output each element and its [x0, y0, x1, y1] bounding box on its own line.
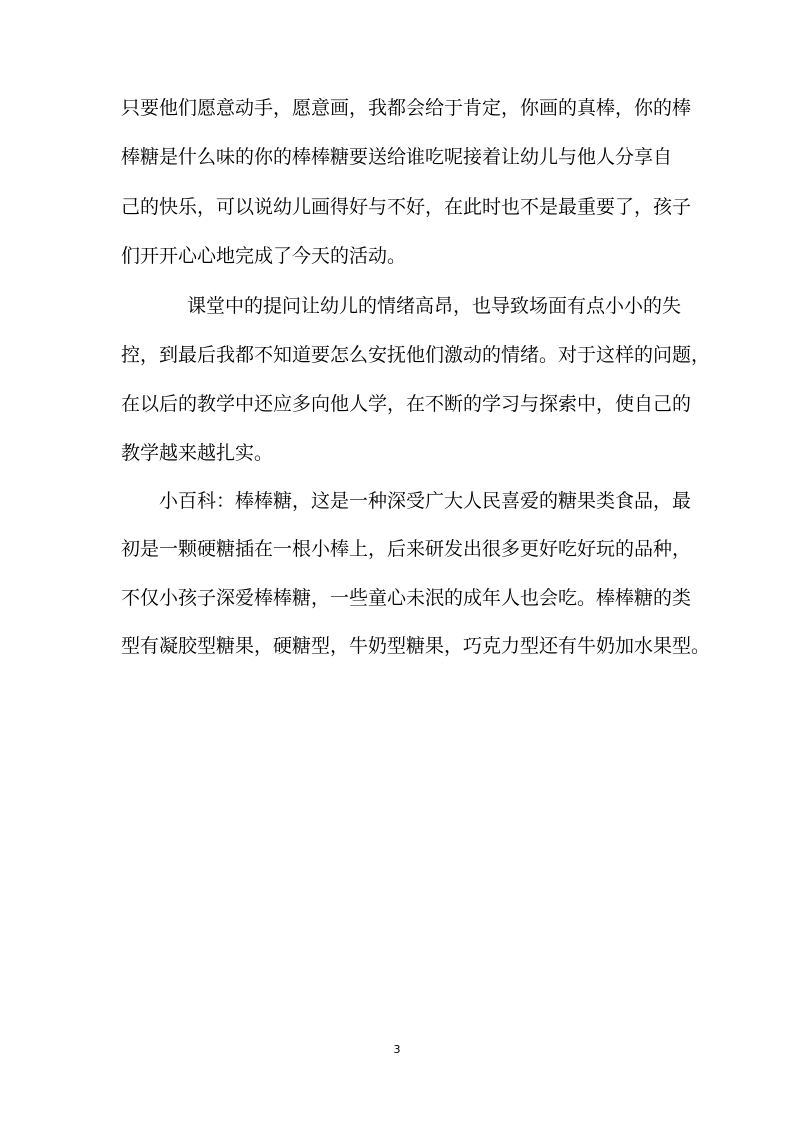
- text-line: 们开开心心地完成了今天的活动。: [121, 245, 407, 267]
- text-line: 教学越来越扎实。: [121, 442, 274, 464]
- text-line: 在以后的教学中还应多向他人学，在不断的学习与探索中，使自己的: [121, 393, 692, 415]
- text-line: 小百科：棒棒糖，这是一种深受广大人民喜爱的糖果类食品，最: [159, 490, 692, 512]
- text-line: 型有凝胶型糖果，硬糖型，牛奶型糖果，巧克力型还有牛奶加水果型。: [121, 635, 711, 657]
- text-line: 控，到最后我都不知道要怎么安抚他们激动的情绪。对于这样的问题，: [121, 344, 711, 366]
- text-line: 不仅小孩子深爱棒棒糖，一些童心未泯的成年人也会吃。棒棒糖的类: [121, 587, 692, 609]
- text-line: 课堂中的提问让幼儿的情绪高昂，也导致场面有点小小的失: [187, 295, 682, 317]
- text-line: 只要他们愿意动手，愿意画，我都会给于肯定，你画的真棒，你的棒: [121, 97, 692, 119]
- text-line: 初是一颗硬糖插在一根小棒上，后来研发出很多更好吃好玩的品种，: [121, 538, 692, 560]
- text-line: 己的快乐，可以说幼儿画得好与不好，在此时也不是最重要了，孩子: [121, 196, 692, 218]
- text-line: 棒糖是什么味的你的棒棒糖要送给谁吃呢接着让幼儿与他人分享自: [121, 146, 673, 168]
- page-number: 3: [393, 1043, 401, 1056]
